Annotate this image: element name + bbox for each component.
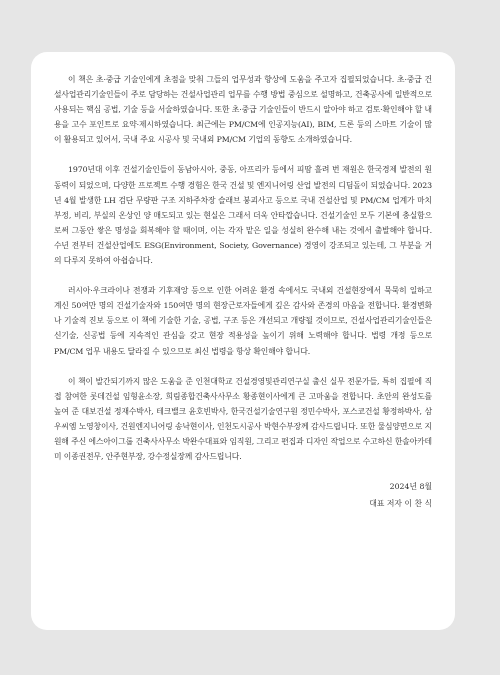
- preface-page: [31, 52, 455, 630]
- preface-paragraph-4: 이 책이 발간되기까지 많은 도움을 준 인천대학교 건설경영및관리연구실 출신 실무 전문가들, 특히 집필에 직접 참여한 롯데건설 임형윤소장, 희림종합건축사사무소 황종현이사에게 큰 고마움을 전합니다. 초안의 완성도를 높여 준 대보건설 정재수박사, 테크밸크 윤호빈박사, 한국건설기술연구원 정민수박사, 포스코건설 황정하박사, 삼우씨엠 노영창이사, 건원엔지니어링 송낙현이사, 인천도시공사 박현수부장께 감사드립니다. 또한 물심양면으로 지원해 주신 에스아이그룹 건축사사무소 박완수대표와 임직원, 그리고 편집과 디자인 작업으로 수고하신 한솔아카데미 이종권전무, 안주현부장, 강수정실장께 감사드립니다.: [54, 376, 432, 462]
- preface-paragraph-3: 러시아·우크라이나 전쟁과 기후재앙 등으로 인한 어려운 환경 속에서도 국내외 건설현장에서 묵묵히 일하고 계신 50여만 명의 건설기술자와 150여만 명의 현장근로자들에게 깊은 감사와 존경의 마음을 전합니다. 환경변화나 기술적 진보 등으로 이 책에 기술한 기술, 공법, 구조 등은 개선되고 개량될 것이므로, 건설사업관리기술인들은 신기술, 신공법 등에 지속적인 관심을 갖고 현장 적용성을 높이기 위해 노력해야 합니다. 법령 개정 등으로 PM/CM 업무 내용도 달라질 수 있으므로 최신 법령을 항상 확인해야 합니다.: [54, 286, 432, 356]
- signoff-date: 2024년 8월: [389, 482, 432, 492]
- preface-paragraph-1: 이 책은 초·중급 기술인에게 초점을 맞춰 그들의 업무성과 향상에 도움을 주고자 집필되었습니다. 초·중급 건설사업관리기술인들이 주로 담당하는 건설사업관리 업무를 수행 방법 중심으로 설명하고, 건축공사에 일반적으로 사용되는 핵심 공법, 기술 등을 서술하였습니다. 또한 초·중급 기술인들이 반드시 알아야 하고 검토·확인해야 할 내용을 고수 포인트로 요약·제시하였습니다. 최근에는 PM/CM에 인공지능(AI), BIM, 드론 등의 스마트 기술이 많이 활용되고 있어서, 국내 주요 시공사 및 국내외 PM/CM 기업의 동향도 소개하였습니다.: [54, 75, 432, 145]
- preface-paragraph-2: 1970년대 이후 건설기술인들이 동남아시아, 중동, 아프리카 등에서 피땀 흘려 번 재원은 한국경제 발전의 원동력이 되었으며, 다양한 프로젝트 수행 경험은 한국 건설 및 엔지니어링 산업 발전의 디딤돌이 되었습니다. 2023년 4월 발생한 LH 검단 무량판 구조 지하주차장 슬래브 붕괴사고 등으로 국내 건설산업 및 PM/CM 업계가 마치 부정, 비리, 부실의 온상인 양 매도되고 있는 현실은 그래서 더욱 안타깝습니다. 건설기술인 모두 기본에 충실함으로써 그동안 쌓은 명성을 회복해야 할 때이며, 이는 각자 맡은 일을 성실히 완수해 내는 것에서 출발해야 합니다. 수년 전부터 건설산업에도 ESG(Environment, Society, Governance) 경영이 강조되고 있는데, 그 부분을 거의 다루지 못하여 아쉽습니다.: [54, 165, 432, 266]
- signoff-author: 대표 저자 이 찬 식: [369, 499, 432, 509]
- signoff: [54, 479, 432, 511]
